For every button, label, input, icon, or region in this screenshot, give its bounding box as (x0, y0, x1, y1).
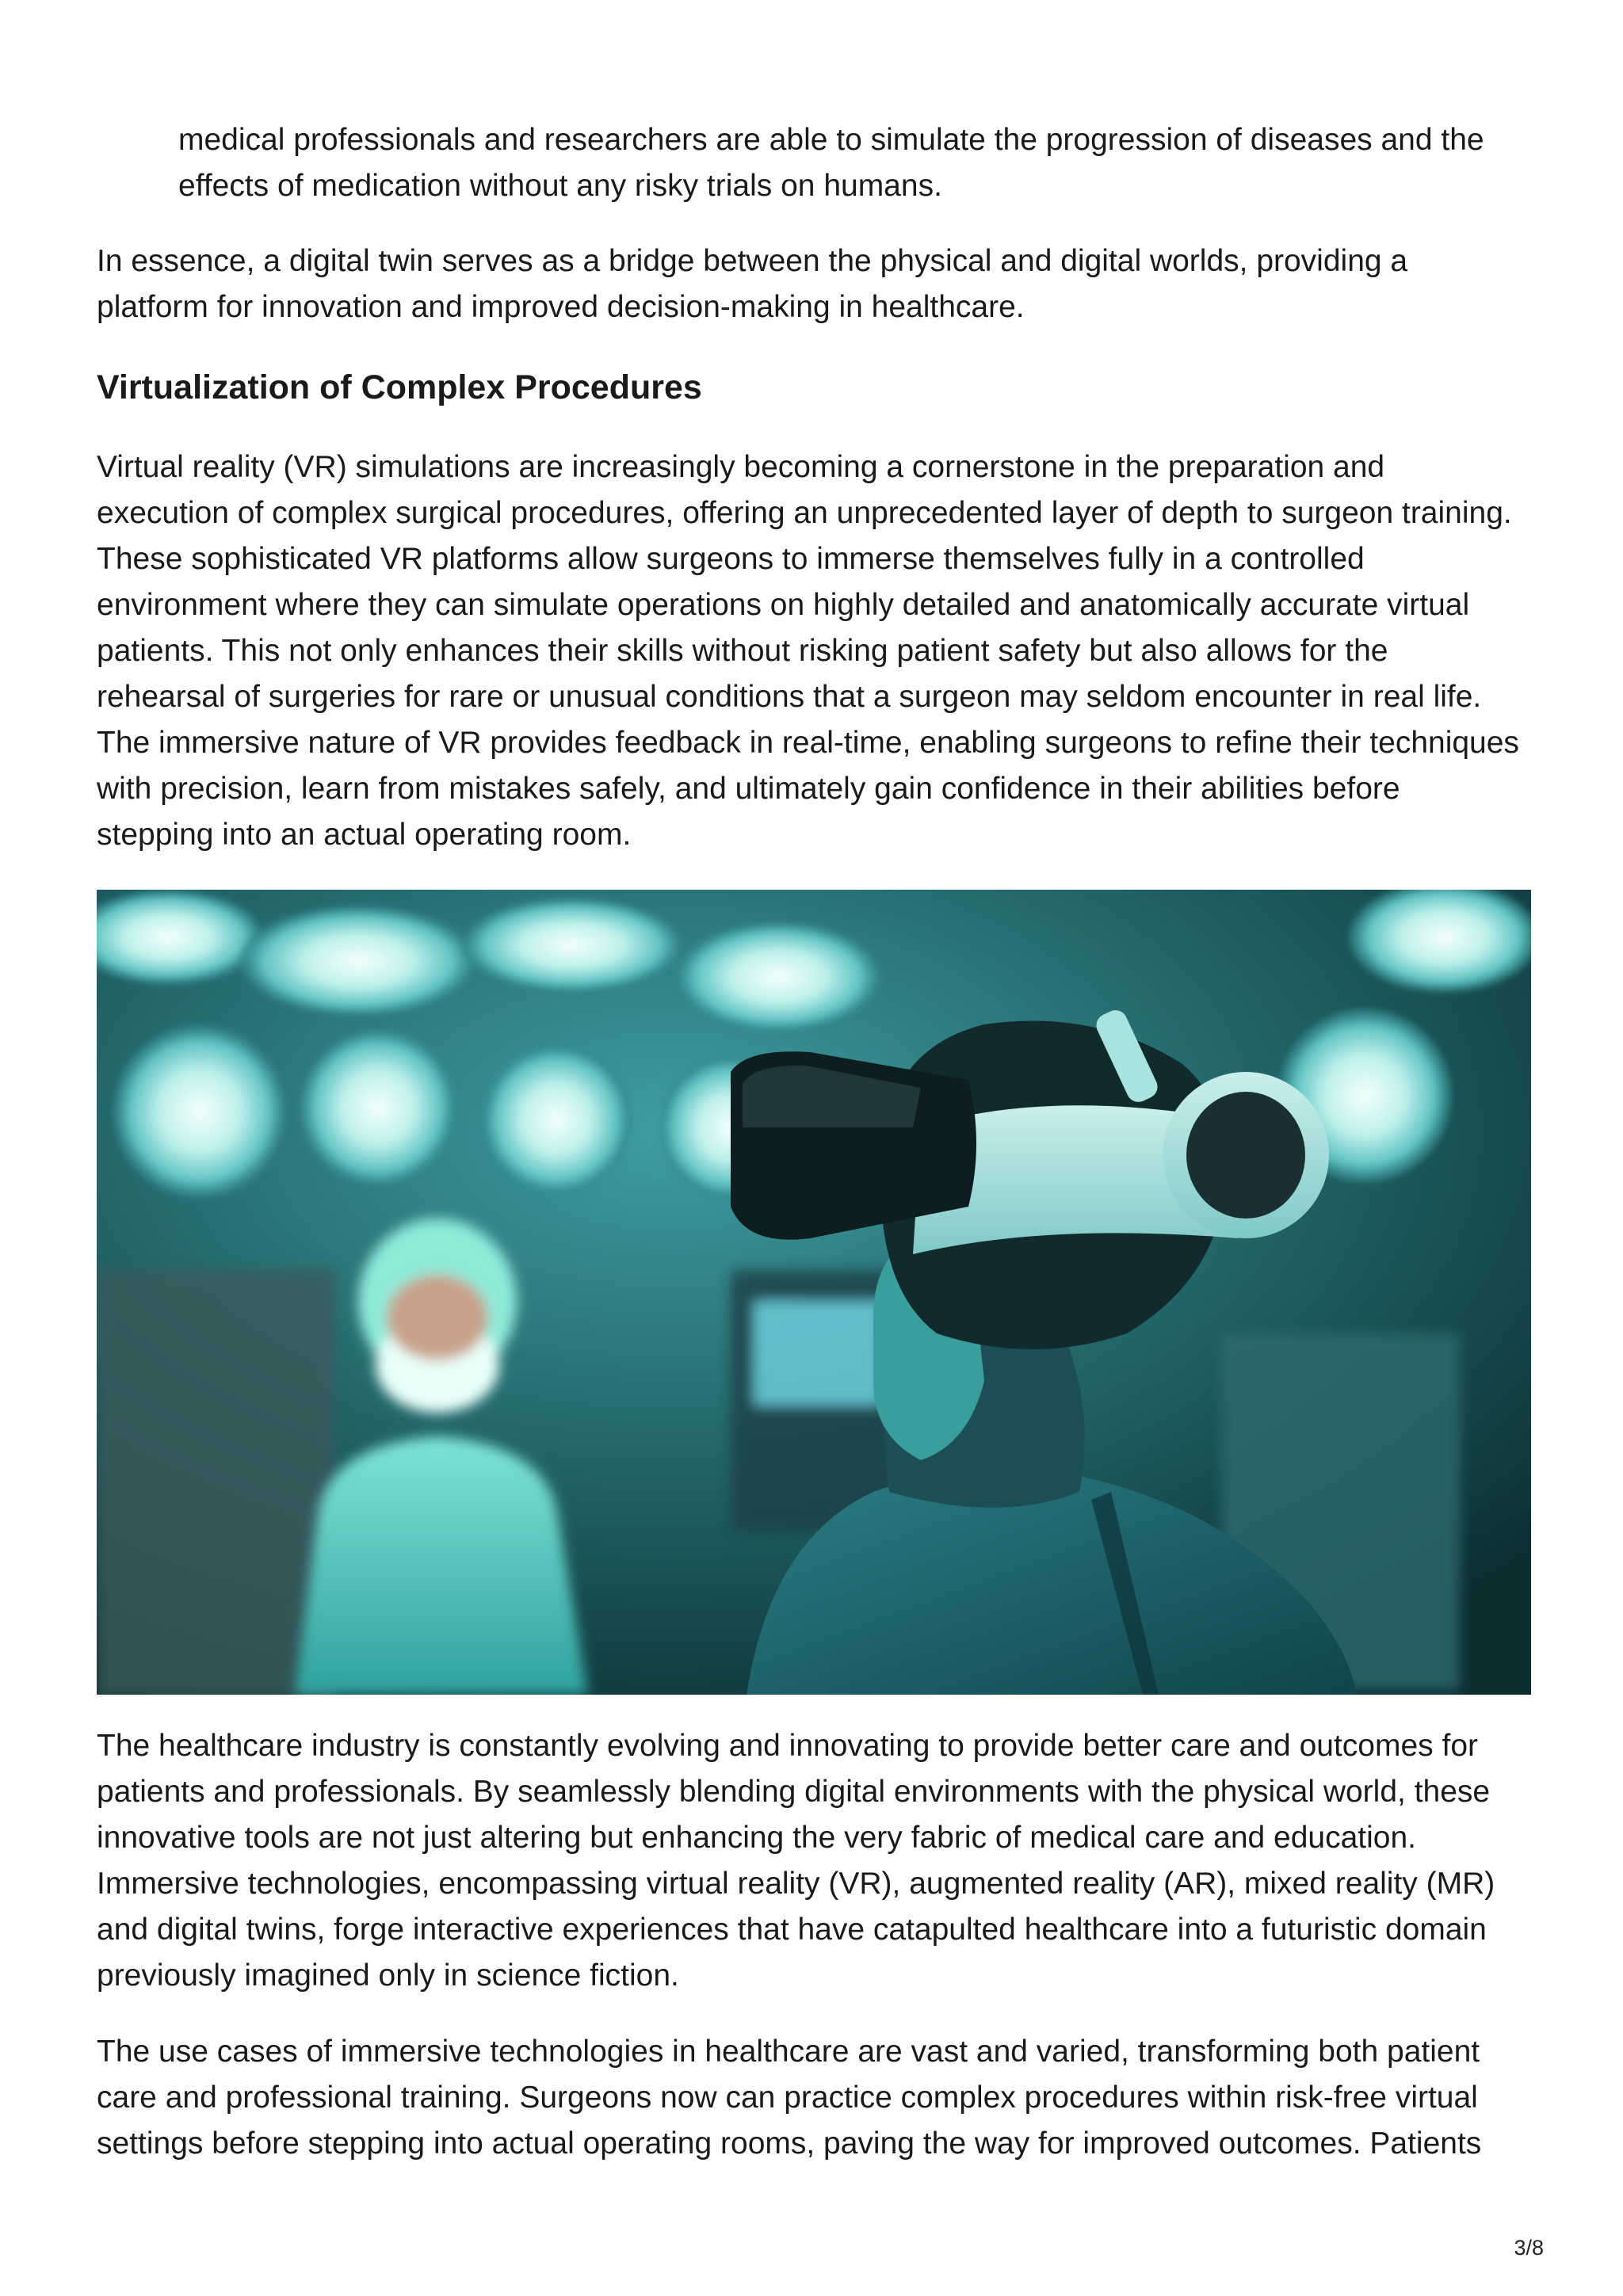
intro-continuation-paragraph: medical professionals and researchers are able to simulate the progression of diseases and the effects of medication without any risky trials on humans. (178, 123, 1484, 203)
vr-simulations-paragraph: Virtual reality (VR) simulations are increasingly becoming a cornerstone in the preparation and execution of complex surgical procedures, offering an unprecedented layer of depth to surgeon training. These sophisticated VR platforms allow surgeons to immerse themselves fully in a controlled environment where they can simulate operations on highly detailed and anatomically accurate virtual patients. This not only enhances their skills without risking patient safety but also allows for the rehearsal of surgeries for rare or unusual conditions that a surgeon may seldom encounter in real life. The immersive nature of VR provides feedback in real-time, enabling surgeons to refine their techniques with precision, learn from mistakes safely, and ultimately gain confidence in their abilities before stepping into an actual operating room. (97, 450, 1519, 852)
essence-paragraph: In essence, a digital twin serves as a bridge between the physical and digital worlds, providing a platform for innovation and improved decision-making in healthcare. (97, 244, 1408, 324)
use-cases-paragraph: The use cases of immersive technologies in healthcare are vast and varied, transforming both patient care and professional training. Surgeons now can practice complex procedures within risk-free virtual settings before stepping into actual operating rooms, paving the way for improved outcomes. Patients (97, 2035, 1482, 2161)
vr-surgeon-image (97, 890, 1531, 1695)
page-number: 3/8 (1514, 2236, 1544, 2260)
section-heading: Virtualization of Complex Procedures (97, 368, 702, 406)
industry-paragraph: The healthcare industry is constantly evolving and innovating to provide better care and outcomes for patients and professionals. By seamlessly blending digital environments with the physical world, these innovative tools are not just altering but enhancing the very fabric of medical care and education. Immersive technologies, encompassing virtual reality (VR), augmented reality (AR), mixed reality (MR) and digital twins, forge interactive experiences that have catapulted healthcare into a futuristic domain previously imagined only in science fiction. (97, 1729, 1495, 1993)
